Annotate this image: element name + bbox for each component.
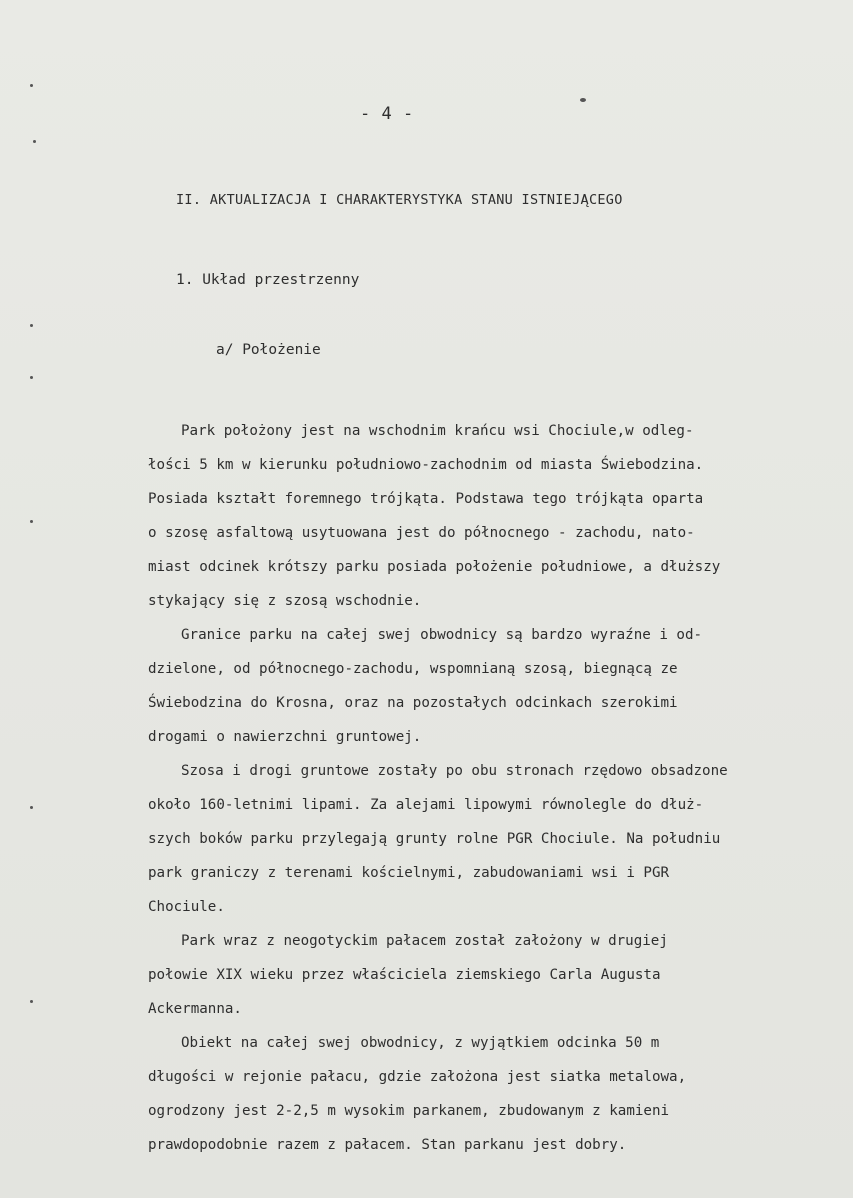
text-line: prawdopodobnie razem z pałacem. Stan parkanu jest dobry. — [148, 1137, 627, 1153]
paragraph — [148, 754, 838, 924]
text-line: park graniczy z terenami kościelnymi, zabudowaniami wsi i PGR — [148, 865, 670, 881]
paragraph — [148, 414, 838, 618]
text-line: połowie XIX wieku przez właściciela ziemskiego Carla Augusta — [148, 967, 661, 983]
paragraph — [148, 618, 838, 754]
page-number: - 4 - — [360, 104, 414, 124]
text-line: dzielone, od północnego-zachodu, wspomnianą szosą, biegnącą ze — [148, 661, 678, 677]
margin-mark — [30, 84, 33, 87]
text-line: łości 5 km w kierunku południowo-zachodnim od miasta Świebodzina. — [148, 457, 704, 473]
chapter-heading: II. AKTUALIZACJA I CHARAKTERYSTYKA STANU ISTNIEJĄCEGO — [176, 192, 623, 208]
text-line: Park położony jest na wschodnim krańcu wsi Chociule,w odleg- — [181, 423, 694, 439]
text-line: Świebodzina do Krosna, oraz na pozostałych odcinkach szerokimi — [148, 695, 678, 711]
margin-mark — [30, 806, 33, 809]
section-heading: 1. Układ przestrzenny — [176, 272, 360, 288]
text-line: drogami o nawierzchni gruntowej. — [148, 729, 422, 745]
text-line: około 160-letnimi lipami. Za alejami lipowymi równolegle do dłuż- — [148, 797, 704, 813]
paragraph — [148, 924, 838, 1026]
text-line: Obiekt na całej swej obwodnicy, z wyjątkiem odcinka 50 m — [181, 1035, 660, 1051]
text-line: Ackermanna. — [148, 1001, 242, 1017]
margin-mark — [30, 520, 33, 523]
margin-mark — [30, 1000, 33, 1003]
text-line: Szosa i drogi gruntowe zostały po obu stronach rzędowo obsadzone — [181, 763, 728, 779]
body-text — [148, 414, 838, 1162]
subsection-heading: a/ Położenie — [216, 342, 321, 358]
paragraph — [148, 1026, 838, 1162]
text-line: ogrodzony jest 2-2,5 m wysokim parkanem, zbudowanym z kamieni — [148, 1103, 670, 1119]
margin-mark — [30, 324, 33, 327]
text-line: stykający się z szosą wschodnie. — [148, 593, 422, 609]
margin-mark — [33, 140, 36, 143]
speck-mark — [580, 98, 586, 102]
text-line: miast odcinek krótszy parku posiada położenie południowe, a dłuższy — [148, 559, 721, 575]
text-line: Chociule. — [148, 899, 225, 915]
text-line: Park wraz z neogotyckim pałacem został założony w drugiej — [181, 933, 668, 949]
text-line: Posiada kształt foremnego trójkąta. Podstawa tego trójkąta oparta — [148, 491, 704, 507]
margin-mark — [30, 376, 33, 379]
text-line: o szosę asfaltową usytuowana jest do północnego - zachodu, nato- — [148, 525, 695, 541]
text-line: długości w rejonie pałacu, gdzie założona jest siatka metalowa, — [148, 1069, 687, 1085]
text-line: szych boków parku przylegają grunty rolne PGR Chociule. Na południu — [148, 831, 721, 847]
text-line: Granice parku na całej swej obwodnicy są bardzo wyraźne i od- — [181, 627, 703, 643]
